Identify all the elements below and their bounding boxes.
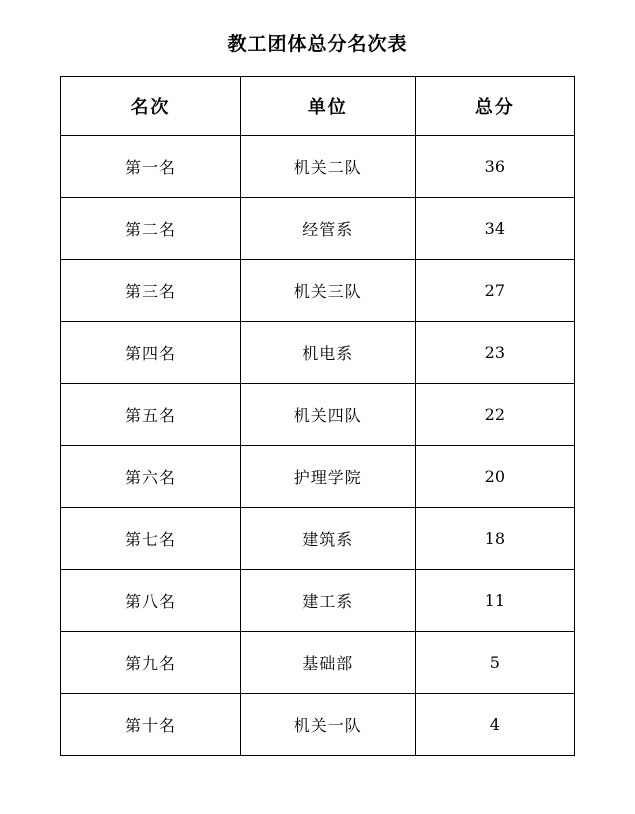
table-row: [61, 198, 575, 260]
cell-rank: 第六名: [61, 446, 241, 508]
cell-rank: 第一名: [61, 136, 241, 198]
cell-rank: 第七名: [61, 508, 241, 570]
table-header: [61, 77, 575, 136]
table-row: [61, 508, 575, 570]
cell-score: 36: [415, 136, 574, 198]
table-header-row: [61, 77, 575, 136]
table-row: [61, 384, 575, 446]
cell-rank: 第十名: [61, 694, 241, 756]
column-header-score: 总分: [415, 77, 574, 136]
table-row: [61, 694, 575, 756]
cell-rank: 第三名: [61, 260, 241, 322]
cell-score: 22: [415, 384, 574, 446]
cell-rank: 第九名: [61, 632, 241, 694]
cell-score: 27: [415, 260, 574, 322]
cell-unit: 建筑系: [240, 508, 415, 570]
table-body: [61, 136, 575, 756]
table-row: [61, 446, 575, 508]
team-score-table: [60, 76, 575, 756]
cell-rank: 第二名: [61, 198, 241, 260]
cell-rank: 第八名: [61, 570, 241, 632]
cell-unit: 护理学院: [240, 446, 415, 508]
cell-score: 34: [415, 198, 574, 260]
cell-score: 23: [415, 322, 574, 384]
cell-unit: 建工系: [240, 570, 415, 632]
cell-score: 11: [415, 570, 574, 632]
table-row: [61, 136, 575, 198]
score-table-container: [60, 76, 575, 756]
cell-score: 5: [415, 632, 574, 694]
cell-unit: 机电系: [240, 322, 415, 384]
document-page: [0, 30, 635, 814]
column-header-rank: 名次: [61, 77, 241, 136]
table-row: [61, 260, 575, 322]
cell-unit: 机关三队: [240, 260, 415, 322]
cell-score: 20: [415, 446, 574, 508]
table-row: [61, 570, 575, 632]
column-header-unit: 单位: [240, 77, 415, 136]
cell-unit: 机关四队: [240, 384, 415, 446]
cell-unit: 经管系: [240, 198, 415, 260]
cell-score: 18: [415, 508, 574, 570]
cell-rank: 第四名: [61, 322, 241, 384]
cell-rank: 第五名: [61, 384, 241, 446]
cell-unit: 基础部: [240, 632, 415, 694]
cell-score: 4: [415, 694, 574, 756]
page-title: 教工团体总分名次表: [227, 33, 408, 55]
table-row: [61, 322, 575, 384]
cell-unit: 机关一队: [240, 694, 415, 756]
table-row: [61, 632, 575, 694]
cell-unit: 机关二队: [240, 136, 415, 198]
